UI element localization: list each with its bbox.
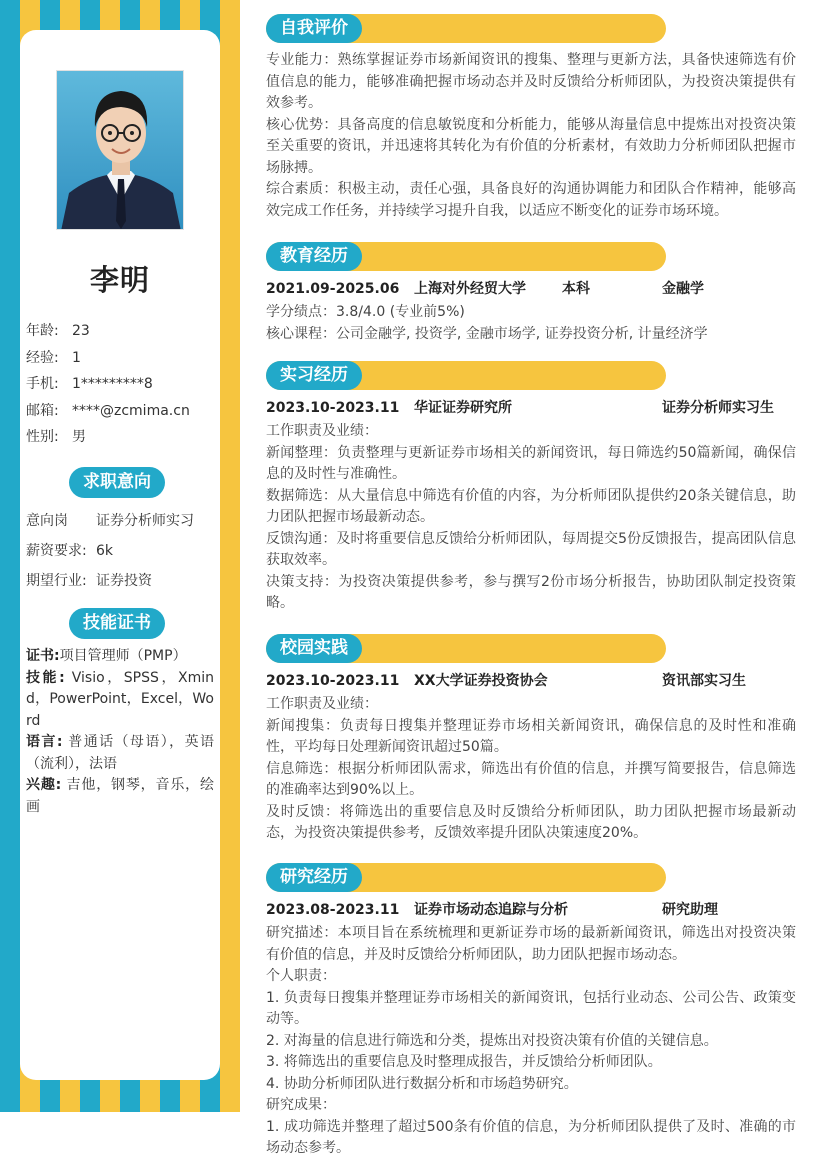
- education-meta: [266, 278, 796, 302]
- paragraph: 个人职责：: [266, 968, 336, 984]
- job-intent: [26, 510, 216, 600]
- school-name: 上海对外经贸大学: [414, 281, 526, 297]
- portrait-image: [57, 71, 184, 230]
- paragraph: 1. 负责每日搜集并整理证券市场相关的新闻资讯，包括行业动态、公司公告、政策变动等。: [266, 989, 796, 1027]
- role: 研究助理: [662, 902, 718, 918]
- entry-date: 2023.08-2023.11: [266, 902, 400, 918]
- section-header-internship: [266, 361, 666, 390]
- skill-label: 证书:: [26, 648, 60, 664]
- skill-value: 普通话（母语），英语（流利），法语: [26, 734, 214, 772]
- skill-value: 吉他，钢琴，音乐，绘画: [26, 777, 214, 815]
- paragraph: 新闻搜集：负责每日搜集并整理证券市场相关新闻资讯，确保信息的及时性和准确性，平均每日处理新闻资讯超过50篇。: [266, 717, 796, 755]
- entry-date: 2023.10-2023.11: [266, 673, 400, 689]
- info-label: 性别:: [26, 429, 59, 445]
- info-value: ****@zcmima.cn: [72, 402, 190, 419]
- paragraph: 反馈沟通：及时将重要信息反馈给分析师团队，每周提交5份反馈报告，提高团队信息获取效率。: [266, 530, 796, 568]
- intent-label: 意向岗: [26, 513, 68, 529]
- paragraph: 核心优势：具备高度的信息敏锐度和分析能力，能够从海量信息中提炼出对投资决策至关重要的资讯，并迅速将其转化为有价值的分析素材，有效助力分析师团队把握市场脉搏。: [266, 116, 796, 176]
- intent-label: 薪资要求:: [26, 543, 87, 559]
- info-value: 23: [72, 323, 90, 339]
- internship-body: [266, 397, 796, 615]
- campus-body: [266, 670, 796, 845]
- paragraph: 学分绩点：3.8/4.0 (专业前5%): [266, 304, 465, 320]
- section-title: 校园实践: [266, 634, 362, 663]
- skill-certificate: [26, 646, 214, 668]
- self-eval-body: [266, 50, 796, 222]
- paragraph: 2. 对海量的信息进行筛选和分类，提炼出对投资决策有价值的关键信息。: [266, 1032, 718, 1049]
- section-title: 研究经历: [266, 863, 362, 892]
- section-header-research: [266, 863, 666, 892]
- skill-label: 语言:: [26, 734, 63, 750]
- paragraph: 决策支持：为投资决策提供参考，参与撰写2份市场分析报告，协助团队制定投资策略。: [266, 573, 796, 611]
- skills-heading: 技能证书: [69, 608, 165, 639]
- entry-date: 2023.10-2023.11: [266, 400, 400, 416]
- skill-tools: [26, 668, 214, 733]
- info-experience: [26, 347, 214, 374]
- role: 资讯部实习生: [662, 673, 746, 689]
- research-meta: [266, 899, 796, 923]
- entry-date: 2021.09-2025.06: [266, 281, 400, 297]
- info-value: 男: [72, 429, 86, 445]
- skill-value: Visio，SPSS，Xmind，PowerPoint，Excel，Word: [26, 669, 214, 729]
- degree: 本科: [562, 281, 590, 297]
- project-name: 证券市场动态追踪与分析: [414, 902, 568, 918]
- section-header-campus: [266, 634, 666, 663]
- paragraph: 信息筛选：根据分析师团队需求，筛选出有价值的信息，并撰写简要报告，信息筛选的准确率达到90%以上。: [266, 760, 796, 798]
- skill-languages: [26, 732, 214, 775]
- intent-position: [26, 510, 216, 540]
- info-value: 1: [72, 349, 81, 366]
- info-gender: [26, 426, 214, 453]
- role: 证券分析师实习生: [662, 400, 774, 416]
- basic-info: [26, 320, 214, 453]
- section-title: 实习经历: [266, 361, 362, 390]
- intent-value: 6k: [96, 543, 114, 559]
- info-age: [26, 320, 214, 347]
- paragraph: 工作职责及业绩：: [266, 696, 378, 712]
- info-value: 1*********8: [72, 376, 153, 392]
- campus-meta: [266, 670, 796, 694]
- info-phone: [26, 373, 214, 400]
- skill-value: 项目管理师（PMP）: [59, 648, 187, 664]
- paragraph: 4. 协助分析师团队进行数据分析和市场趋势研究。: [266, 1075, 578, 1092]
- intent-label: 期望行业:: [26, 573, 87, 589]
- internship-meta: [266, 397, 796, 421]
- section-title: 自我评价: [266, 14, 362, 43]
- education-body: [266, 278, 796, 345]
- organization: XX大学证券投资协会: [414, 673, 548, 689]
- skill-interests: [26, 775, 214, 818]
- intent-industry: [26, 570, 216, 600]
- info-label: 邮箱:: [26, 402, 59, 419]
- paragraph: 3. 将筛选出的重要信息及时整理成报告，并反馈给分析师团队。: [266, 1054, 662, 1070]
- research-body: [266, 899, 796, 1160]
- section-header-education: [266, 242, 666, 271]
- paragraph: 及时反馈：将筛选出的重要信息及时反馈给分析师团队，助力团队把握市场最新动态，为投资决策提供参考，反馈效率提升团队决策速度20%。: [266, 803, 796, 841]
- skills-list: [26, 646, 214, 818]
- paragraph: 数据筛选：从大量信息中筛选有价值的内容，为分析师团队提供约20条关键信息，助力团队把握市场最新动态。: [266, 487, 796, 525]
- profile-card: [20, 30, 220, 1080]
- intent-heading: 求职意向: [69, 467, 165, 498]
- section-header-self-eval: [266, 14, 666, 43]
- sidebar: [0, 0, 240, 1112]
- info-label: 年龄:: [26, 323, 59, 339]
- major: 金融学: [662, 281, 704, 297]
- organization: 华证证券研究所: [414, 400, 512, 416]
- intent-value: 证券分析师实习: [96, 513, 194, 529]
- section-title: 教育经历: [266, 242, 362, 271]
- paragraph: 综合素质：积极主动，责任心强，具备良好的沟通协调能力和团队合作精神，能够高效完成工作任务，并持续学习提升自我，以适应不断变化的证券市场环境。: [266, 181, 796, 219]
- info-label: 经验:: [26, 349, 59, 366]
- candidate-name: 李明: [89, 263, 150, 297]
- intent-salary: [26, 540, 216, 570]
- paragraph: 核心课程：公司金融学, 投资学, 金融市场学, 证券投资分析, 计量经济学: [266, 325, 708, 342]
- info-label: 手机:: [26, 376, 59, 392]
- intent-value: 证券投资: [96, 573, 152, 589]
- profile-photo: [56, 70, 184, 230]
- skill-label: 技能:: [26, 669, 65, 686]
- paragraph: 研究成果：: [266, 1097, 336, 1113]
- paragraph: 工作职责及业绩：: [266, 423, 378, 439]
- paragraph: 1. 成功筛选并整理了超过500条有价值的信息，为分析师团队提供了及时、准确的市场动态参考。: [266, 1118, 796, 1156]
- info-email: [26, 400, 214, 427]
- paragraph: 新闻整理：负责整理与更新证券市场相关的新闻资讯，每日筛选约50篇新闻，确保信息的及时性与准确性。: [266, 444, 796, 482]
- paragraph: 研究描述：本项目旨在系统梳理和更新证券市场的最新新闻资讯，筛选出对投资决策有价值的信息，并及时反馈给分析师团队，助力团队把握市场动态。: [266, 925, 796, 963]
- skill-label: 兴趣:: [26, 777, 62, 793]
- paragraph: 专业能力：熟练掌握证券市场新闻资讯的搜集、整理与更新方法，具备快速筛选有价值信息的能力，能够准确把握市场动态并及时反馈给分析师团队，为投资决策提供有效参考。: [266, 52, 796, 111]
